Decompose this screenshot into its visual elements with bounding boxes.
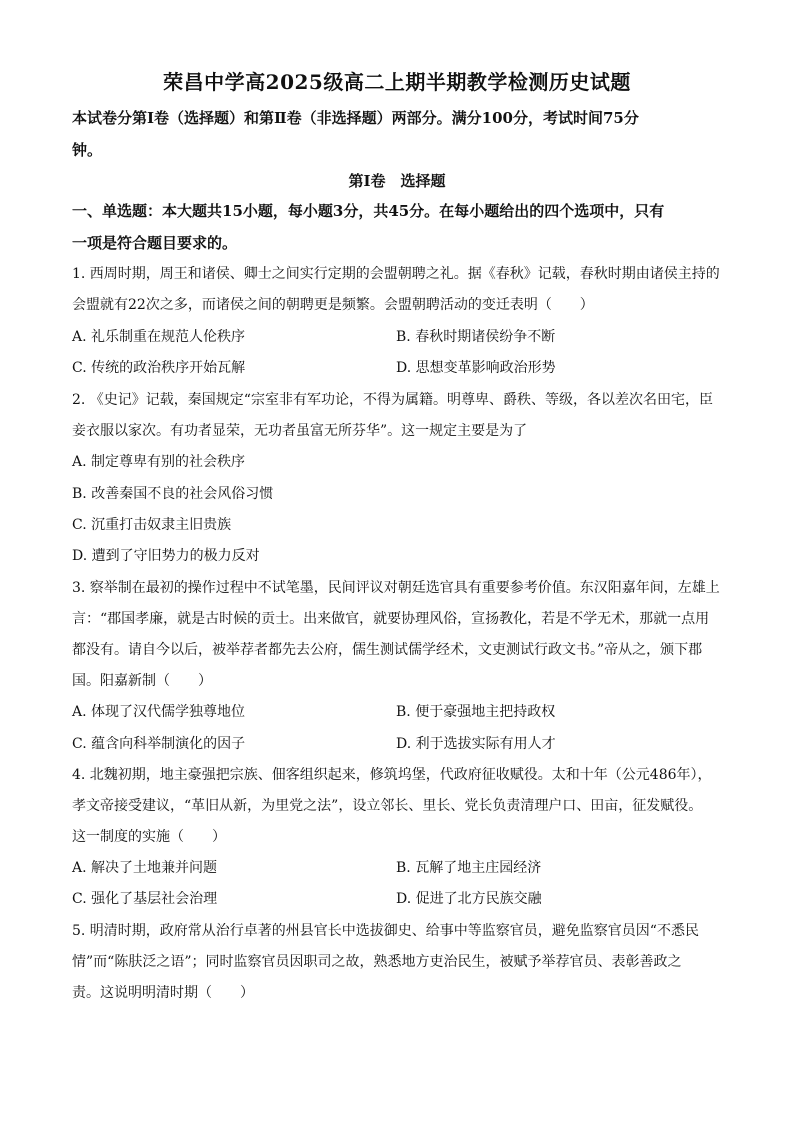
question-2-option-c: C. 沉重打击奴隶主旧贵族: [72, 517, 232, 533]
section-title: 第Ⅰ卷 选择题: [348, 172, 446, 190]
question-2-stem-line-2: 妾衣服以家次。有功者显荣，无功者虽富无所芬华”。这一规定主要是为了: [72, 423, 528, 439]
question-3-stem-line-1: 3. 察举制在最初的操作过程中不试笔墨，民间评议对朝廷选官具有重要参考价值。东汉阳嘉年间，左雄上: [72, 580, 720, 596]
question-4-stem-line-1: 4. 北魏初期，地主豪强把宗族、佃客组织起来，修筑坞堡，代政府征收赋役。太和十年（公元486年），: [72, 767, 712, 783]
question-2-stem-line-1: 2. 《史记》记载，秦国规定“宗室非有军功论，不得为属籍。明尊卑、爵秩、等级，各以差次名田宅，臣: [72, 392, 713, 408]
question-3-option-c: C. 蕴含向科举制演化的因子: [72, 736, 246, 752]
question-3-option-a: A. 体现了汉代儒学独尊地位: [72, 704, 246, 720]
question-1-stem-line-1: 1. 西周时期，周王和诸侯、卿士之间实行定期的会盟朝聘之礼。据《春秋》记载，春秋时期由诸侯主持的: [72, 266, 720, 282]
question-1-option-d: D. 思想变革影响政治形势: [396, 360, 556, 376]
question-4-option-c: C. 强化了基层社会治理: [72, 891, 218, 907]
question-5-stem-line-2: 情”而“陈肤泛之语”；同时监察官员因职司之故，熟悉地方吏治民生，被赋予举荐官员、表彰善政之: [72, 954, 682, 970]
question-3-option-d: D. 利于选拔实际有用人才: [396, 736, 556, 752]
question-4-option-d: D. 促进了北方民族交融: [396, 891, 542, 907]
question-3-stem-line-4: 国。阳嘉新制（ ）: [72, 673, 212, 689]
question-1-stem-line-2: 会盟就有22次之多，而诸侯之间的朝聘更是频繁。会盟朝聘活动的变迁表明（ ）: [72, 297, 594, 313]
question-1-option-b: B. 春秋时期诸侯纷争不断: [396, 329, 556, 345]
part-heading-line-1: 一、单选题：本大题共15小题，每小题3分，共45分。在每小题给出的四个选项中，只有: [72, 202, 665, 220]
question-5-stem-line-3: 责。这说明明清时期（ ）: [72, 985, 254, 1001]
question-3-stem-line-3: 都没有。请自今以后，被举荐者都先去公府，儒生测试儒学经术，文吏测试行政文书。”帝从之，颁下郡: [72, 642, 703, 658]
question-4-stem-line-3: 这一制度的实施（ ）: [72, 829, 226, 845]
intro-line-2: 钟。: [72, 141, 103, 159]
question-1-option-a: A. 礼乐制重在规范人伦秩序: [72, 329, 246, 345]
question-5-stem-line-1: 5. 明清时期，政府常从治行卓著的州县官长中选拔御史、给事中等监察官员，避免监察官员因“不悉民: [72, 923, 699, 939]
question-4-option-b: B. 瓦解了地主庄园经济: [396, 860, 542, 876]
question-3-option-b: B. 便于豪强地主把持政权: [396, 704, 556, 720]
question-1-option-c: C. 传统的政治秩序开始瓦解: [72, 360, 246, 376]
question-4-stem-line-2: 孝文帝接受建议，“革旧从新，为里党之法”，设立邻长、里长、党长负责清理户口、田亩，征发赋役。: [72, 798, 703, 814]
question-2-option-d: D. 遭到了守旧势力的极力反对: [72, 548, 260, 564]
intro-line-1: 本试卷分第Ⅰ卷（选择题）和第Ⅱ卷（非选择题）两部分。满分100分，考试时间75分: [72, 109, 639, 127]
question-2-option-a: A. 制定尊卑有别的社会秩序: [72, 454, 246, 470]
part-heading-line-2: 一项是符合题目要求的。: [72, 234, 238, 252]
question-2-option-b: B. 改善秦国不良的社会风俗习惯: [72, 486, 274, 502]
exam-title: 荣昌中学高2025级高二上期半期教学检测历史试题: [163, 70, 631, 94]
question-4-option-a: A. 解决了土地兼并问题: [72, 860, 218, 876]
question-3-stem-line-2: 言：“郡国孝廉，就是古时候的贡士。出来做官，就要协理风俗，宣扬教化，若是不学无术，那就一点用: [72, 611, 710, 627]
